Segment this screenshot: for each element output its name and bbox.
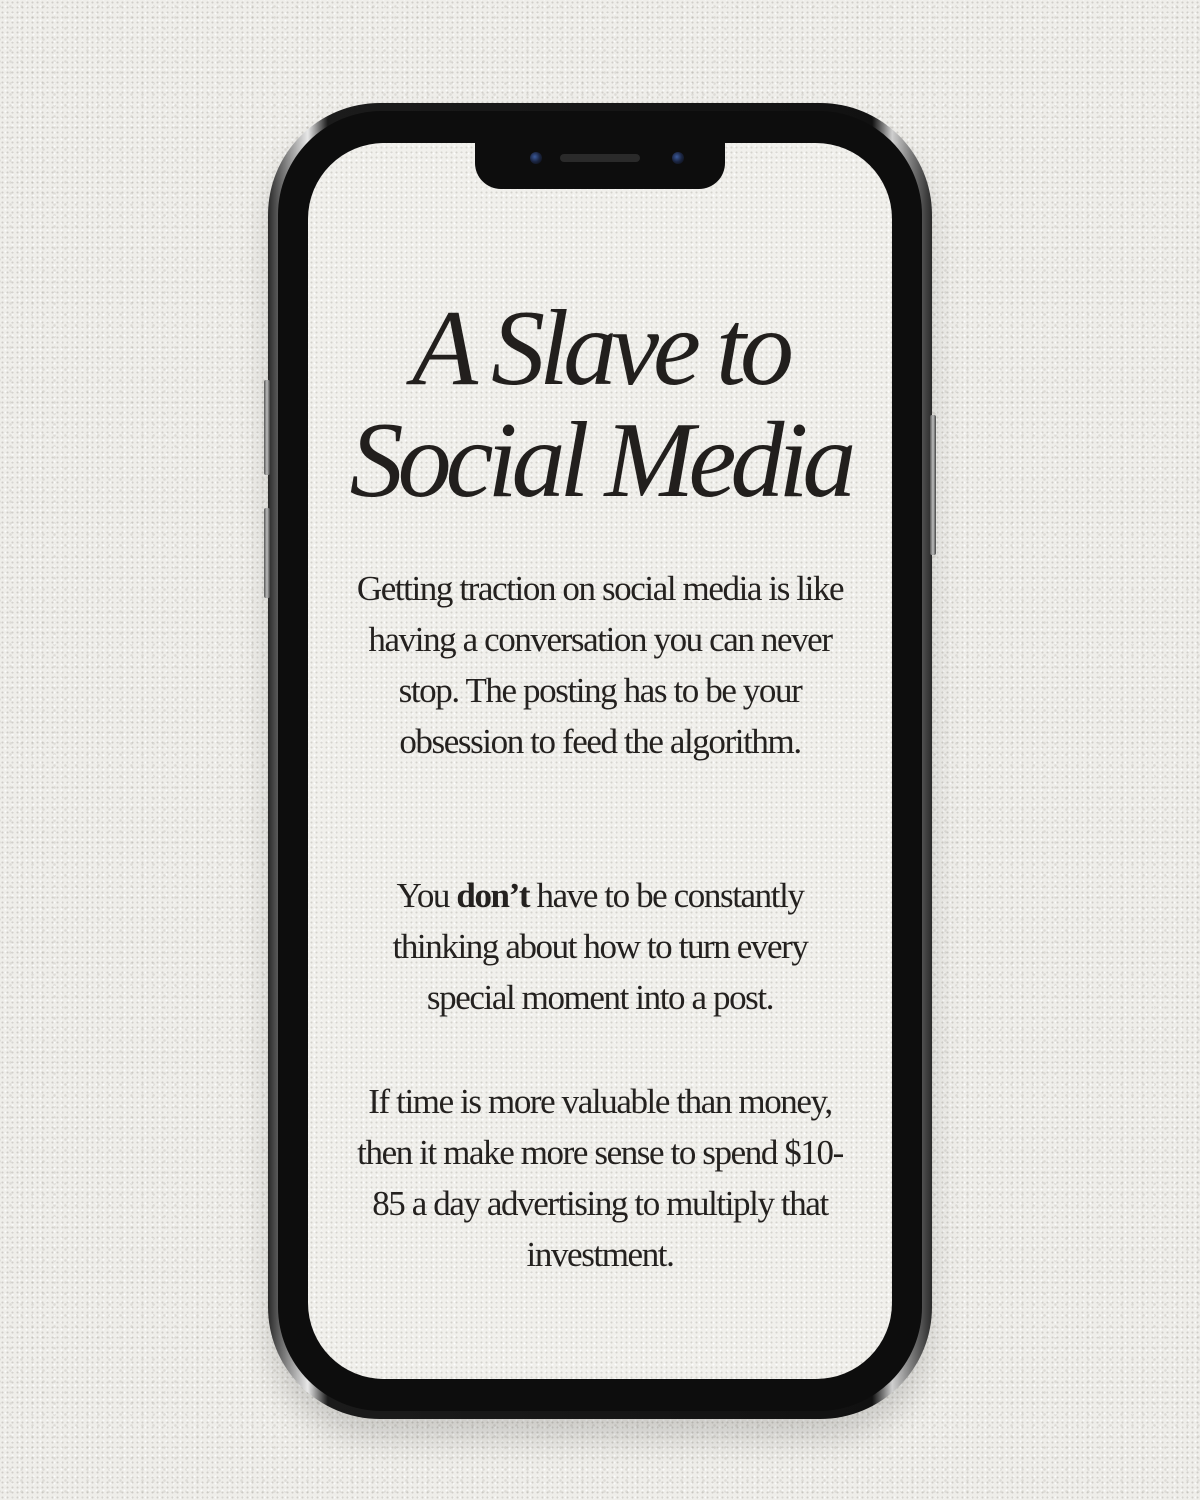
sensor-icon	[672, 152, 684, 164]
paragraph-traction: Getting traction on social media is like having a conversation you can never stop. The posting has to be your obsession to feed the algorithm.	[356, 569, 844, 761]
emphasis-text: don’t	[456, 876, 530, 915]
front-camera-icon	[530, 152, 542, 164]
power-button	[930, 415, 936, 555]
title-line-1: A Slave to	[412, 289, 788, 408]
volume-button	[264, 508, 270, 598]
paragraph-advertising: If time is more valuable than money, then it make more sense to spend $10-85 a day advertising to multiply that investment.	[357, 1082, 843, 1274]
phone-screen	[308, 143, 892, 1379]
mute-switch	[264, 380, 270, 475]
earpiece-speaker	[560, 154, 640, 162]
paragraph-constant-thinking	[348, 870, 852, 1023]
notch	[475, 143, 725, 189]
paragraph-text: You	[396, 876, 457, 915]
title-line-2: Social Media	[349, 401, 851, 520]
page-title	[308, 289, 892, 520]
paragraph-text: have to be constantly thinking about how to turn every special moment into a post.	[392, 876, 808, 1017]
phone-frame	[268, 103, 932, 1419]
